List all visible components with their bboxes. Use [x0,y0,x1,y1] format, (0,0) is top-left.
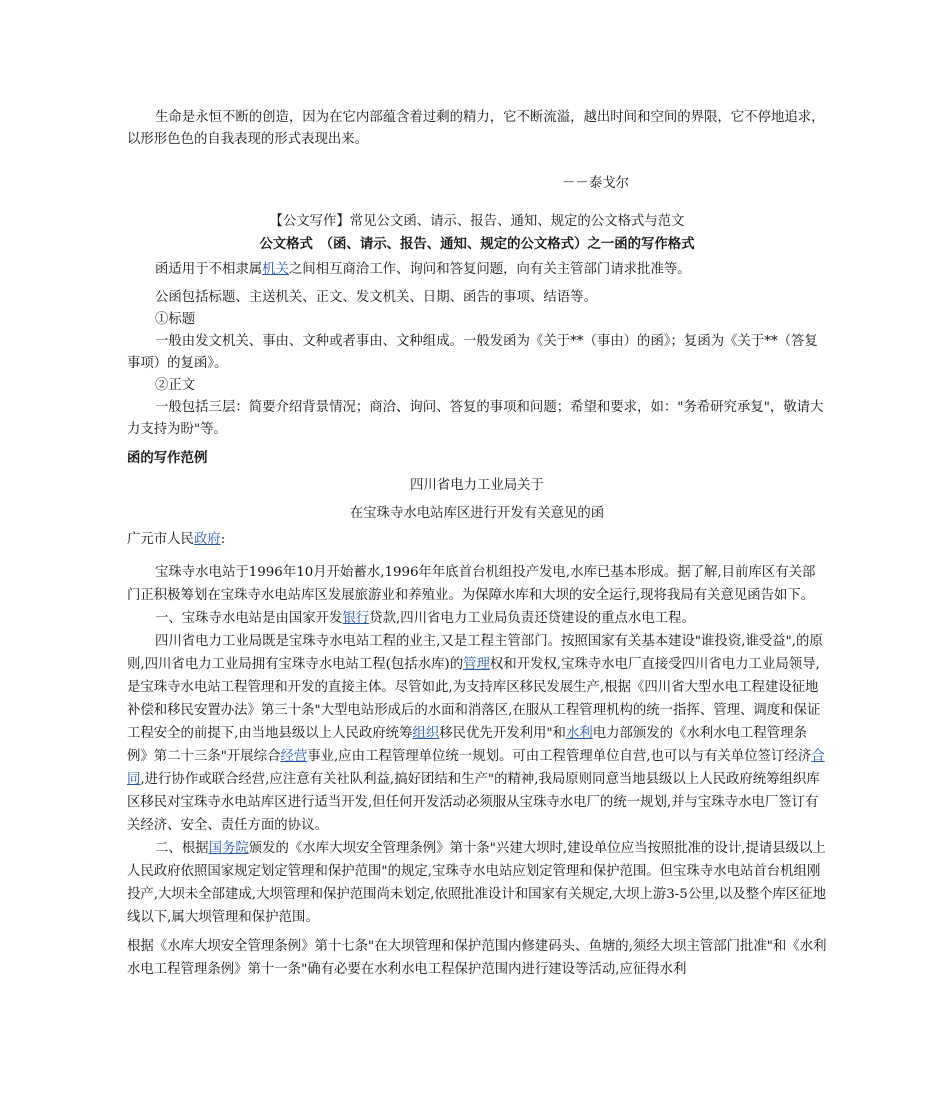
letter-paragraph-5: 根据《水库大坝安全管理条例》第十七条"在大坝管理和保护范围内修建码头、鱼塘的,须经大坝主管部门批准"和《水利水电工程管理条例》第十一条"确有必要在水利水电工程保护范围内进行建设等活动,应征得水利 [127,939,827,977]
heading-body-section: ②正文 [155,378,196,393]
paragraph-4: 一般包括三层：简要介绍背景情况；商洽、询问、答复的事项和问题；希望和要求，如："务希研究承复"，敬请大力支持为盼"等。 [127,400,824,437]
article-subtitle: 公文格式 （函、请示、报告、通知、规定的公文格式）之一函的写作格式 [259,236,695,252]
link-zhengfu[interactable]: 政府 [193,532,221,547]
letter-paragraph-2: 一、宝珠寺水电站是由国家开发银行贷款,四川省电力工业局负责还贷建设的重点水电工程。 [155,611,695,626]
link-shuili[interactable]: 水利 [565,726,593,741]
letter-paragraph-1: 宝珠寺水电站于1996年10月开始蓄水,1996年年底首台机组投产发电,水库已基本形成。据了解,目前库区有关部门正积极筹划在宝珠寺水电站库区发展旅游业和养殖业。为保障水库和大坝的安全运行,现将我局有关意见函告如下。 [127,565,816,603]
letter-title-2: 在宝珠寺水电站库区进行开发有关意见的函 [349,506,605,521]
link-hetong[interactable]: 合同 [127,749,825,787]
article-title: 【公文写作】常见公文函、请示、报告、通知、规定的公文格式与范文 [269,214,685,229]
link-jiguan[interactable]: 机关 [262,262,289,277]
link-zuzhi[interactable]: 组织 [412,726,440,741]
link-jingying[interactable]: 经营 [280,749,308,764]
document-page [127,107,827,981]
paragraph-1: 函适用于不相隶属机关之间相互商洽工作、询问和答复问题，向有关主管部门请求批准等。 [155,262,691,277]
quote-text: 生命是永恒不断的创造，因为在它内部蕴含着过剩的精力，它不断流溢，越出时间和空间的界限，它不停地追求，以形形色色的自我表现的形式表现出来。 [127,110,825,147]
paragraph-2: 公函包括标题、主送机关、正文、发文机关、日期、函告的事项、结语等。 [155,290,597,305]
link-yinhang[interactable]: 银行 [342,611,370,626]
heading-title-section: ①标题 [155,312,196,327]
letter-salutation: 广元市人民政府: [127,532,226,547]
quote-author: －－泰戈尔 [562,176,629,191]
letter-title-1: 四川省电力工业局关于 [410,478,544,493]
link-guanli[interactable]: 管理 [463,657,490,672]
example-heading: 函的写作范例 [127,450,208,466]
paragraph-3: 一般由发文机关、事由、文种或者事由、文种组成。一般发函为《关于**（事由）的函》；复函为《关于**（答复事项）的复函》。 [127,334,818,371]
letter-paragraph-3: 四川省电力工业局既是宝珠寺水电站工程的业主,又是工程主管部门。按照国家有关基本建设"谁投资,谁受益",的原则,四川省电力工业局拥有宝珠寺水电站工程(包括水库)的管理权和开发权,宝珠寺水电厂直接受四川省电力工业局领导,是宝珠寺水电站工程管理和开发的直接主体。尽管如此,为支持库区移民发展生产,根据《四川省大型水电工程建设征地补偿和移民安置办法》第三十条"大型电站形成后的水面和消落区,在服从工程管理机构的统一指挥、管理、调度和保证工程安全的前提下,由当地县级以上人民政府统筹组织移民优先开发利用"和水利电力部颁发的《水利水电工程管理条例》第二十三条"开展综合经营事业,应由工程管理单位统一规划。可由工程管理单位自营,也可以与有关单位签订经济合同,进行协作或联合经营,应注意有关社队利益,搞好团结和生产"的精神,我局原则同意当地县级以上人民政府统筹组织库区移民对宝珠寺水电站库区进行适当开发,但任何开发活动必须服从宝珠寺水电厂的统一规划,并与宝珠寺水电厂签订有关经济、安全、责任方面的协议。 [127,634,825,833]
letter-paragraph-4: 二、根据国务院颁发的《水库大坝安全管理条例》第十条"兴建大坝时,建设单位应当按照批准的设计,提请县级以上人民政府依照国家规定划定管理和保护范围"的规定,宝珠寺水电站应划定管理和保护范围。但宝珠寺水电站首台机组刚投产,大坝未全部建成,大坝管理和保护范围尚未划定,依照批准设计和国家有关规定,大坝上游3-5公里,以及整个库区征地线以下,属大坝管理和保护范围。 [127,841,826,925]
link-guowuyuan[interactable]: 国务院 [208,841,249,856]
